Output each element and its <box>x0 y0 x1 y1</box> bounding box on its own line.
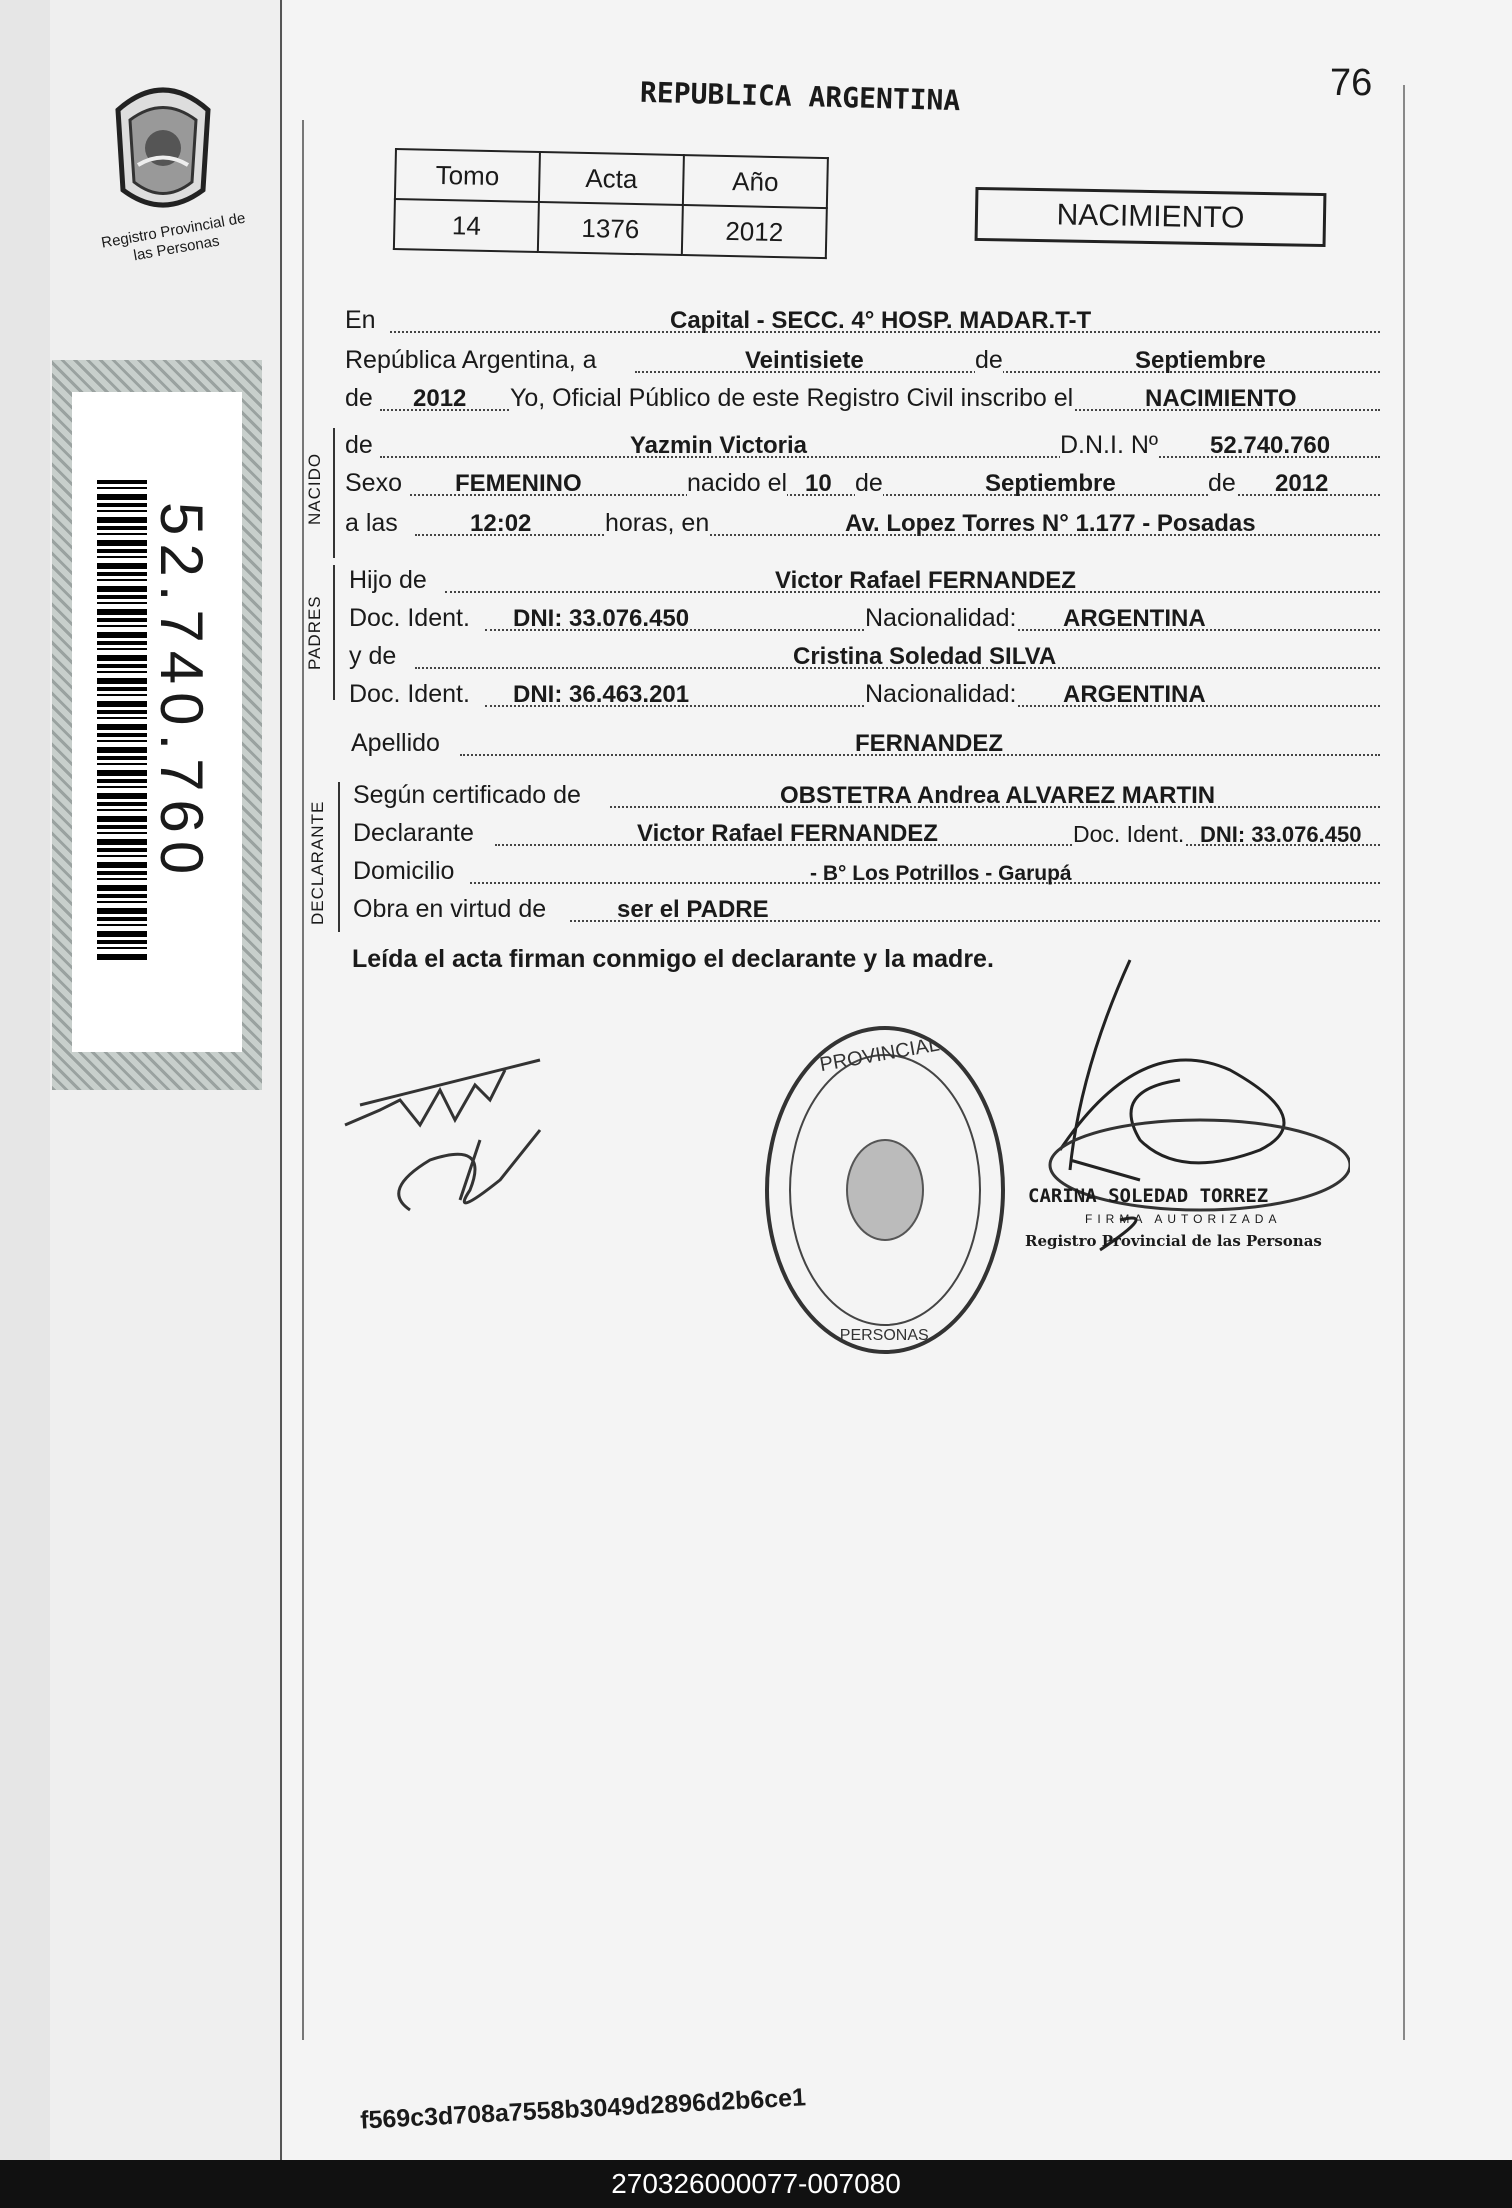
yo-text: Yo, Oficial Público de este Registro Civil inscribo el <box>510 384 1074 412</box>
row-declarante <box>345 818 1380 854</box>
father-nationality: ARGENTINA <box>1063 605 1206 632</box>
declarante-label: Declarante <box>353 819 474 847</box>
row-en <box>345 305 1380 341</box>
domicilio-value: - B° Los Potrillos - Garupá <box>810 862 1072 885</box>
birth-year: 2012 <box>1275 470 1329 497</box>
horas-label: horas, en <box>605 509 710 537</box>
acta-table <box>393 148 829 259</box>
right-margin-line <box>1403 85 1405 2040</box>
acta-value: 1376 <box>538 202 683 255</box>
row-yo <box>345 383 1380 419</box>
registry-name: Registro Provincial de las Personas <box>100 209 247 265</box>
row-hijo-de <box>345 565 1380 601</box>
ano-header: Año <box>683 155 828 208</box>
month-value: Septiembre <box>1135 347 1266 374</box>
cert-value: OBSTETRA Andrea ALVAREZ MARTIN <box>780 782 1216 809</box>
declarante-doc-label: Doc. Ident. <box>1073 821 1185 847</box>
father-nat-label: Nacionalidad: <box>865 604 1017 632</box>
nacido-el-label: nacido el <box>687 469 788 497</box>
nacido-de-label: de <box>345 431 373 459</box>
sexo-label: Sexo <box>345 469 402 497</box>
acta-value-row <box>394 199 827 258</box>
mother-nationality: ARGENTINA <box>1063 681 1206 708</box>
row-y-de <box>345 641 1380 677</box>
row-alas <box>345 508 1380 544</box>
declarante-value: Victor Rafael FERNANDEZ <box>637 820 938 847</box>
birth-place: Av. Lopez Torres N° 1.177 - Posadas <box>845 510 1256 537</box>
page-number: 76 <box>1330 62 1373 104</box>
father-name: Victor Rafael FERNANDEZ <box>775 567 1076 594</box>
official-stamp <box>760 1020 1010 1360</box>
en-label: En <box>345 306 376 334</box>
svg-text:PROVINCIAL: PROVINCIAL <box>818 1033 942 1077</box>
ano-value: 2012 <box>682 205 827 258</box>
document-title: REPUBLICA ARGENTINA <box>639 75 961 118</box>
barcode-label <box>52 360 262 1090</box>
declarante-doc: DNI: 33.076.450 <box>1200 822 1362 847</box>
mother-doc: DNI: 36.463.201 <box>513 681 690 708</box>
birth-day: 10 <box>805 470 832 497</box>
domicilio-label: Domicilio <box>353 857 455 885</box>
cert-label: Según certificado de <box>353 781 581 809</box>
tomo-header: Tomo <box>395 149 540 202</box>
barcode-bars <box>97 480 147 960</box>
acta-header-row <box>395 149 828 208</box>
sexo-value: FEMENINO <box>455 470 582 497</box>
inscribo-value: NACIMIENTO <box>1145 385 1297 412</box>
document-type-box: NACIMIENTO <box>975 187 1327 247</box>
barcode-number: 52.740.760 <box>148 502 215 883</box>
nacido-de3-label: de <box>1208 469 1236 497</box>
birth-month: Septiembre <box>985 470 1116 497</box>
province-seal-logo <box>108 70 218 220</box>
tomo-value: 14 <box>394 199 539 252</box>
en-value: Capital - SECC. 4° HOSP. MADAR.T-T <box>670 307 1092 334</box>
row-sexo <box>345 468 1380 504</box>
official-office: Registro Provincial de las Personas <box>1025 1232 1322 1250</box>
nacido-bracket <box>333 428 335 558</box>
father-doc: DNI: 33.076.450 <box>513 605 690 632</box>
row-obra <box>345 894 1380 930</box>
document-hash: f569c3d708a7558b3049d2896d2b6ce1 <box>359 2083 807 2135</box>
row-mother-doc <box>345 679 1380 715</box>
footer-id: 270326000077-007080 <box>0 2160 1512 2208</box>
declarante-bracket <box>338 782 340 932</box>
left-margin <box>0 0 50 2160</box>
father-doc-label: Doc. Ident. <box>349 604 470 632</box>
closing-statement: Leída el acta firman conmigo el declarante y la madre. <box>352 945 994 973</box>
row-domicilio <box>345 856 1380 892</box>
margin-line <box>302 120 304 2040</box>
mother-doc-label: Doc. Ident. <box>349 680 470 708</box>
alas-label: a las <box>345 509 398 537</box>
hijo-de-label: Hijo de <box>349 566 427 594</box>
year-value: 2012 <box>413 385 467 412</box>
republica-label: República Argentina, a <box>345 346 597 374</box>
declarant-signature <box>340 1030 600 1230</box>
nacido-section-label: NACIDO <box>305 452 324 525</box>
row-father-doc <box>345 603 1380 639</box>
child-name: Yazmin Victoria <box>630 432 807 459</box>
row-republica <box>345 345 1380 381</box>
padres-section-label: PADRES <box>305 595 324 670</box>
declarante-section-label: DECLARANTE <box>308 800 327 925</box>
mother-nat-label: Nacionalidad: <box>865 680 1017 708</box>
birth-time: 12:02 <box>470 510 532 537</box>
row-certificado <box>345 780 1380 816</box>
official-title: FIRMA AUTORIZADA <box>1085 1212 1282 1226</box>
dni-label: D.N.I. Nº <box>1060 431 1159 459</box>
child-dni: 52.740.760 <box>1210 432 1331 459</box>
obra-value: ser el PADRE <box>617 896 769 923</box>
day-value: Veintisiete <box>745 347 864 374</box>
y-de-label: y de <box>349 642 397 670</box>
row-apellido <box>345 728 1380 764</box>
mother-name: Cristina Soledad SILVA <box>793 643 1057 670</box>
obra-label: Obra en virtud de <box>353 895 547 923</box>
acta-header: Acta <box>539 152 684 205</box>
apellido-value: FERNANDEZ <box>855 730 1003 757</box>
apellido-label: Apellido <box>351 729 440 757</box>
padres-bracket <box>333 565 335 700</box>
de-label: de <box>975 346 1003 374</box>
nacido-de2-label: de <box>855 469 883 497</box>
official-name: CARINA SOLEDAD TORREZ <box>1028 1185 1269 1207</box>
row-nacido-name <box>345 430 1380 466</box>
barcode-white-area <box>72 392 242 1052</box>
de2-label: de <box>345 384 373 412</box>
svg-text:· PERSONAS ·: · PERSONAS · <box>830 1327 939 1344</box>
